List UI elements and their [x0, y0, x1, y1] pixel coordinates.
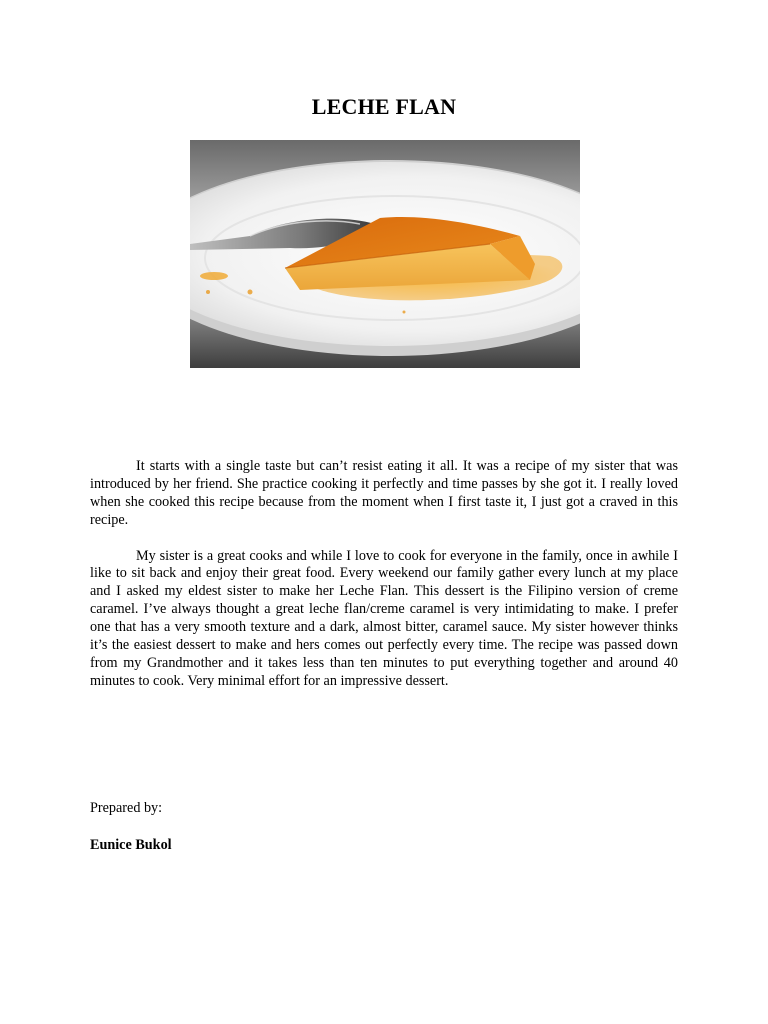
leche-flan-photo — [190, 140, 580, 368]
paragraph-intro: It starts with a single taste but can’t resist eating it all. It was a recipe of my sister that was introduced by her friend. She practice cooking it perfectly and time passes by she got it. I really loved when she cooked this recipe because from the moment when I first taste it, I just got a craved in this recipe. — [90, 458, 678, 528]
article-body — [90, 458, 678, 709]
author-name: Eunice Bukol — [90, 837, 172, 853]
page-title: LECHE FLAN — [311, 94, 457, 119]
paragraph-story: My sister is a great cooks and while I love to cook for everyone in the family, once in awhile I like to sit back and enjoy their great food. Every weekend our family gather every lunch at my place and I asked my eldest sister to make her Leche Flan. This dessert is the Filipino version of creme caramel. I’ve always thought a great leche flan/creme caramel is very intimidating to make. I prefer one that has a very smooth texture and a dark, almost bitter, caramel sauce. My sister however thinks it’s the easiest dessert to make and hers comes out perfectly every time. The recipe was passed down from my Grandmother and it takes less than ten minutes to put everything together and around 40 minutes to cook. Very minimal effort for an impressive dessert. — [90, 547, 678, 689]
prepared-by-label: Prepared by: — [90, 800, 163, 816]
